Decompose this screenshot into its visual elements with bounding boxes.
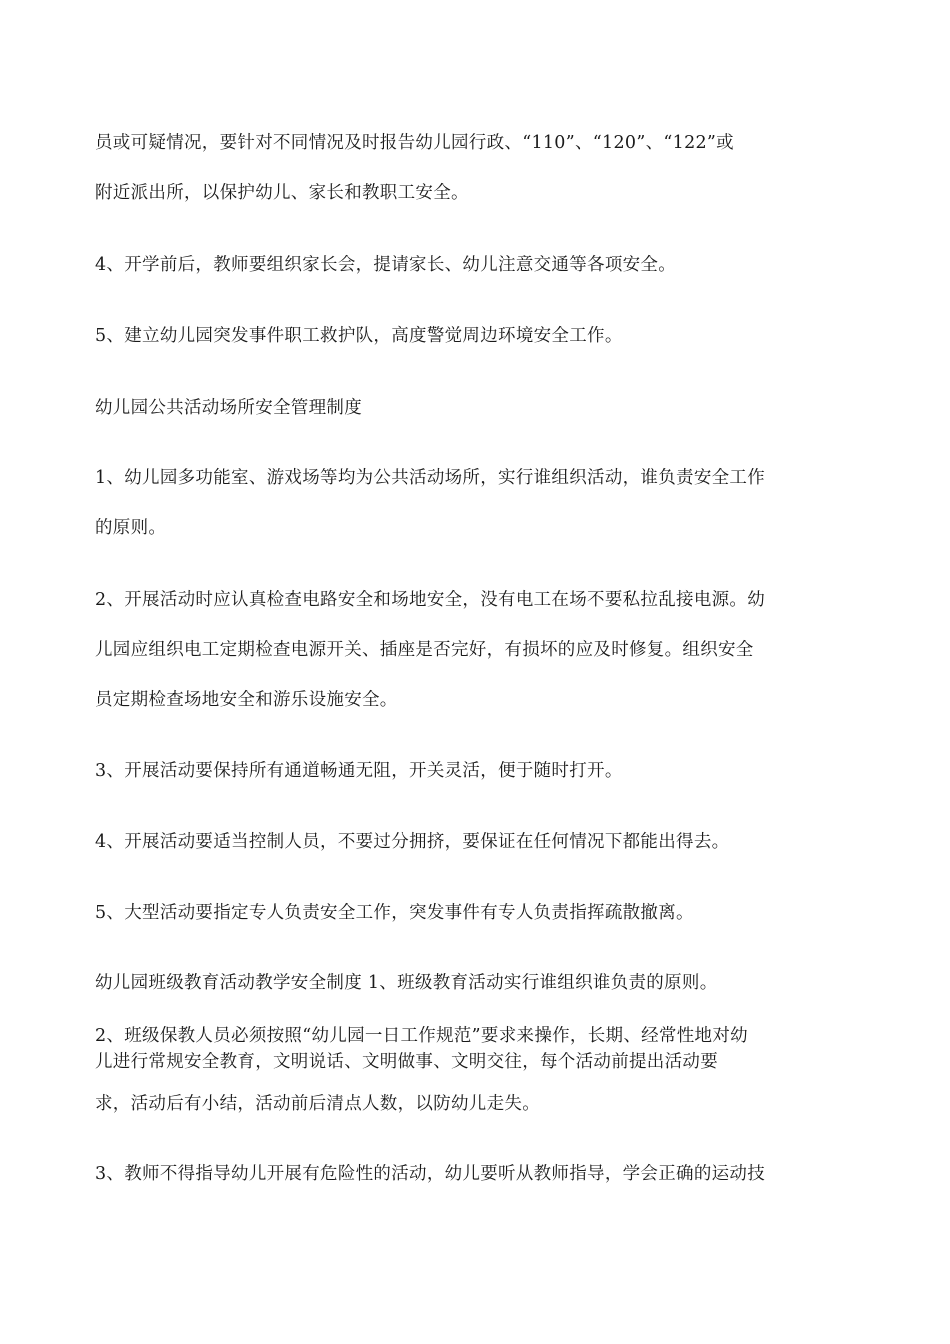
text-line: 3、教师不得指导幼儿开展有危险性的活动，幼儿要听从教师指导，学会正确的运动技 (95, 1164, 766, 1184)
text-line: 3、开展活动要保持所有通道畅通无阻，开关灵活，便于随时打开。 (95, 761, 623, 781)
text-line: 5、建立幼儿园突发事件职工救护队，高度警觉周边环境安全工作。 (95, 326, 623, 346)
text-line: 求，活动后有小结，活动前后清点人数，以防幼儿走失。 (95, 1094, 540, 1114)
text-line: 附近派出所，以保护幼儿、家长和教职工安全。 (95, 183, 469, 203)
section-heading: 幼儿园公共活动场所安全管理制度 (95, 398, 362, 418)
text-line: 2、开展活动时应认真检查电路安全和场地安全，没有电工在场不要私拉乱接电源。幼 (95, 590, 766, 610)
text-line: 1、幼儿园多功能室、游戏场等均为公共活动场所，实行谁组织活动，谁负责安全工作 (95, 468, 766, 488)
text-line: 4、开展活动要适当控制人员，不要过分拥挤，要保证在任何情况下都能出得去。 (95, 832, 730, 852)
text-line: 员或可疑情况，要针对不同情况及时报告幼儿园行政、“110”、“120”、“122”或 (95, 133, 734, 153)
text-line: 4、开学前后，教师要组织家长会，提请家长、幼儿注意交通等各项安全。 (95, 255, 677, 275)
text-line: 2、班级保教人员必须按照“幼儿园一日工作规范”要求来操作，长期、经常性地对幼 (95, 1026, 748, 1046)
text-line: 儿园应组织电工定期检查电源开关、插座是否完好，有损坏的应及时修复。组织安全 (95, 640, 754, 660)
text-line: 5、大型活动要指定专人负责安全工作，突发事件有专人负责指挥疏散撤离。 (95, 903, 694, 923)
text-line: 员定期检查场地安全和游乐设施安全。 (95, 690, 398, 710)
text-line: 的原则。 (95, 518, 167, 538)
text-line: 儿进行常规安全教育，文明说话、文明做事、文明交往，每个活动前提出活动要 (95, 1052, 718, 1072)
section-heading: 幼儿园班级教育活动教学安全制度 1、班级教育活动实行谁组织谁负责的原则。 (95, 973, 718, 993)
